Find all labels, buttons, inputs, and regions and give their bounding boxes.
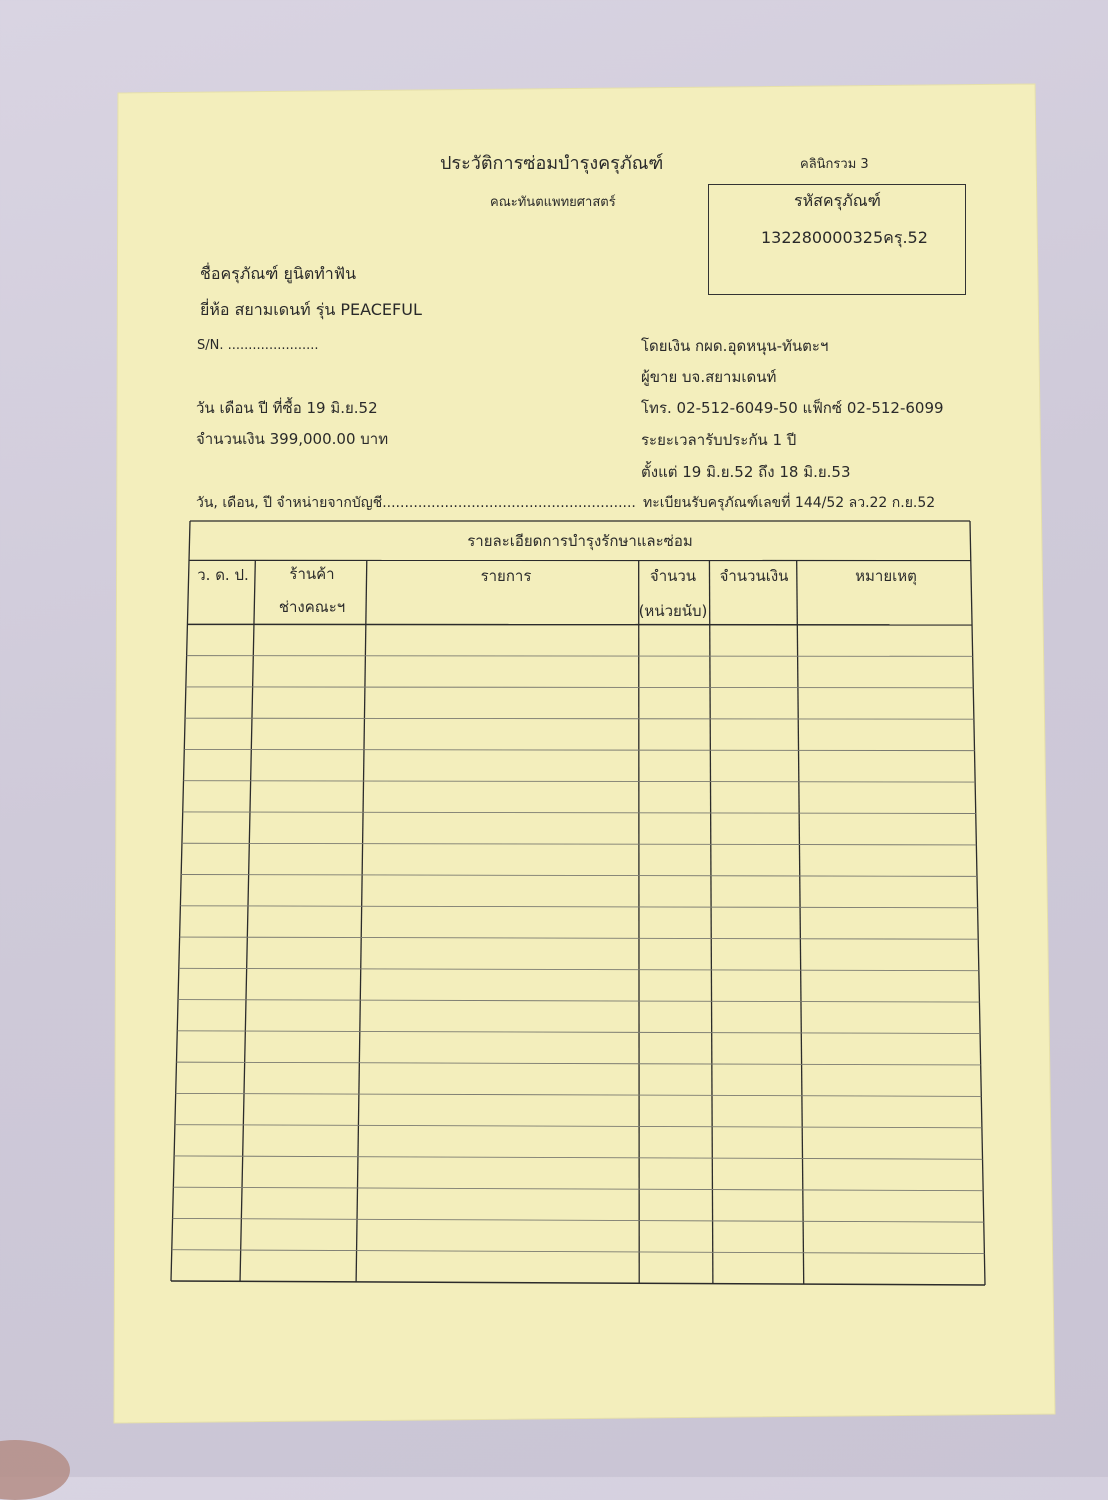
table-row-line xyxy=(178,1000,979,1003)
table-title: รายละเอียดการบำรุงรักษาและซ่อม xyxy=(467,534,693,549)
seller-phone: โทร. 02-512-6049-50 แฟ็กซ์ 02-512-6099 xyxy=(641,401,944,416)
column-divider-2 xyxy=(356,560,367,1281)
table-row-line xyxy=(184,749,974,750)
table-row-line xyxy=(176,1093,982,1096)
warranty-range: ตั้งแต่ 19 มิ.ย.52 ถึง 18 มิ.ย.53 xyxy=(641,465,851,480)
table-row-line xyxy=(183,812,976,814)
column-divider-1 xyxy=(240,560,255,1281)
seller: ผู้ขาย บจ.สยามเดนท์ xyxy=(641,370,776,385)
table-row-line xyxy=(180,937,979,939)
table-row-line xyxy=(182,843,976,845)
disposal-date: วัน, เดือน, ปี จำหน่ายจากบัญชี......................................................... xyxy=(196,496,636,510)
clinic-label: คลินิกรวม 3 xyxy=(800,158,869,171)
table-row-line xyxy=(187,656,973,657)
form-title: ประวัติการซ่อมบำรุงครุภัณฑ์ xyxy=(440,155,663,173)
purchase-amount: จำนวนเงิน 399,000.00 บาท xyxy=(196,432,388,447)
warranty-period: ระยะเวลารับประกัน 1 ปี xyxy=(641,433,796,448)
table-row-line xyxy=(180,906,977,908)
table-row-line xyxy=(177,1031,980,1034)
col-header-remarks: หมายเหตุ xyxy=(855,569,917,584)
table-border-right xyxy=(970,521,985,1285)
col-header-amount: จำนวนเงิน xyxy=(720,569,789,584)
col-header-qty: จำนวน xyxy=(650,569,696,584)
asset-name: ชื่อครุภัณฑ์ ยูนิตทำฟัน xyxy=(200,266,356,282)
table-row-line xyxy=(185,718,974,719)
serial-number: S/N. ...................... xyxy=(197,339,319,352)
col-header-qty-unit: (หน่วยนับ) xyxy=(639,604,708,619)
asset-code-value: 132280000325ครุ.52 xyxy=(761,230,928,246)
table-border-left xyxy=(171,521,190,1281)
column-divider-5 xyxy=(797,561,804,1285)
registry-number: ทะเบียนรับครุภัณฑ์เลขที่ 144/52 ลว.22 ก.ย.52 xyxy=(643,496,935,510)
table-row-line xyxy=(176,1062,980,1065)
col-header-vendor-sub: ช่างคณะฯ xyxy=(279,600,345,615)
table-row-line xyxy=(173,1218,984,1222)
asset-code-label: รหัสครุภัณฑ์ xyxy=(794,193,881,209)
table-row-line xyxy=(179,968,979,970)
table-row-line xyxy=(175,1125,982,1128)
table-row-line xyxy=(181,875,977,877)
faculty-label: คณะทันตแพทยศาสตร์ xyxy=(490,196,616,209)
table-row-line xyxy=(184,781,976,782)
purchase-date: วัน เดือน ปี ที่ซื้อ 19 มิ.ย.52 xyxy=(196,401,378,416)
funding-source: โดยเงิน กผด.อุดหนุน-ทันตะฯ xyxy=(641,339,828,354)
column-divider-4 xyxy=(709,561,712,1284)
col-header-date: ว. ด. ป. xyxy=(197,568,249,583)
table-header-separator xyxy=(187,624,972,625)
table-row-line xyxy=(173,1187,983,1191)
table-row-line xyxy=(172,1250,985,1254)
table-row-line xyxy=(186,687,973,688)
table-border-bottom xyxy=(171,1281,985,1285)
col-header-vendor: ร้านค้า xyxy=(289,567,334,582)
column-divider-3 xyxy=(639,560,640,1283)
brand-model: ยี่ห้อ สยามเดนท์ รุ่น PEACEFUL xyxy=(200,302,422,318)
col-header-item: รายการ xyxy=(481,569,532,584)
table-row-line xyxy=(174,1156,982,1159)
